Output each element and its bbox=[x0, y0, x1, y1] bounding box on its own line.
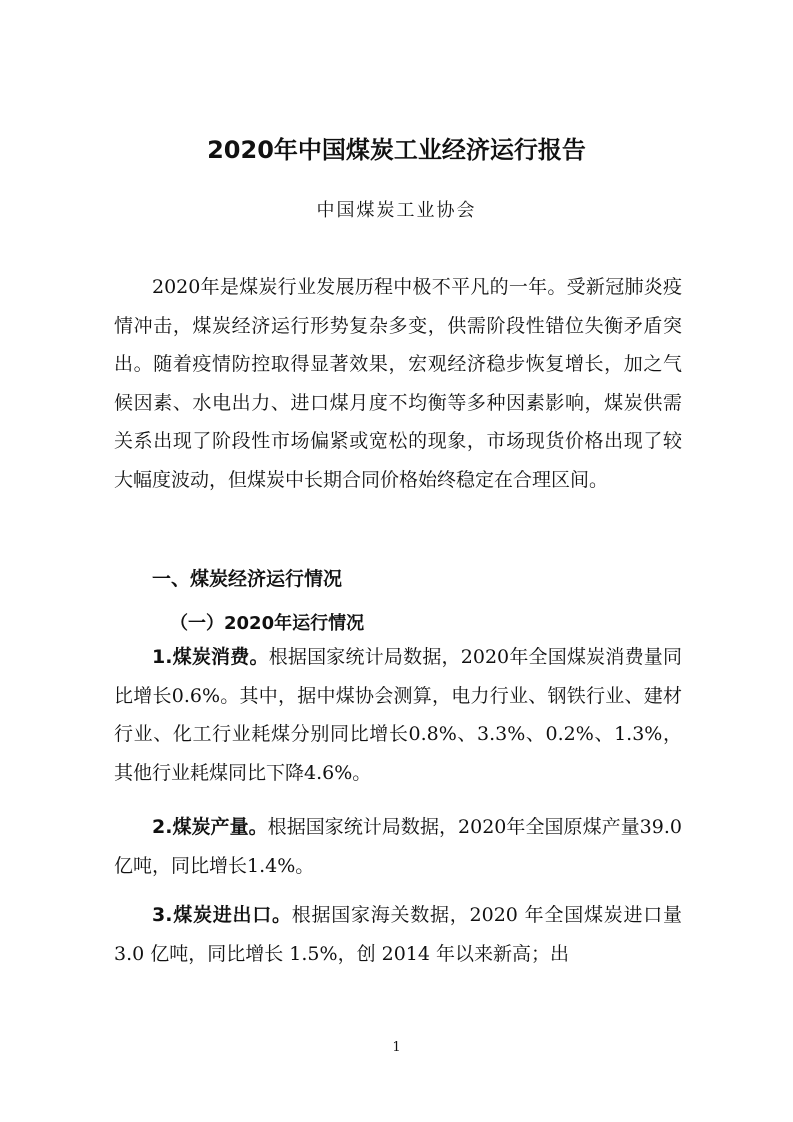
item-text: 根据国家统计局数据，2020年全国原煤产量39.0亿吨，同比增长1.4%。 bbox=[114, 816, 682, 877]
item-lead: 2.煤炭产量。 bbox=[152, 816, 268, 838]
intro-paragraph-block bbox=[114, 268, 682, 500]
list-item bbox=[114, 808, 682, 885]
item-text: 根据国家海关数据，2020 年全国煤炭进口量 3.0 亿吨，同比增长 1.5%，创 2014 年以来新高；出 bbox=[114, 904, 682, 965]
item-lead: 1.煤炭消费。 bbox=[152, 646, 269, 668]
intro-paragraph: 2020年是煤炭行业发展历程中极不平凡的一年。受新冠肺炎疫情冲击，煤炭经济运行形势复杂多变，供需阶段性错位失衡矛盾突出。随着疫情防控取得显著效果，宏观经济稳步恢复增长，加之气候因素、水电出力、进口煤月度不均衡等多种因素影响，煤炭供需关系出现了阶段性市场偏紧或宽松的现象，市场现货价格出现了较大幅度波动，但煤炭中长期合同价格始终稳定在合理区间。 bbox=[114, 276, 682, 491]
document-author: 中国煤炭工业协会 bbox=[316, 200, 477, 221]
item-lead: 3.煤炭进出口。 bbox=[152, 904, 292, 926]
item-text: 根据国家统计局数据，2020年全国煤炭消费量同比增长0.6%。其中，据中煤协会测算，电力行业、钢铁行业、建材行业、化工行业耗煤分别同比增长0.8%、3.3%、0.2%、1.3%，其他行业耗煤同比下降4.6%。 bbox=[114, 646, 682, 784]
page-number: 1 bbox=[392, 1040, 401, 1055]
list-item bbox=[114, 638, 682, 792]
item-coal-production bbox=[114, 808, 682, 885]
item-coal-import-export bbox=[114, 896, 682, 973]
document-title: 2020年中国煤炭工业经济运行报告 bbox=[207, 136, 586, 164]
item-coal-consumption bbox=[114, 638, 682, 792]
subsection-heading: （一）2020年运行情况 bbox=[170, 613, 365, 634]
section-heading: 一、煤炭经济运行情况 bbox=[152, 568, 343, 590]
list-item bbox=[114, 896, 682, 973]
